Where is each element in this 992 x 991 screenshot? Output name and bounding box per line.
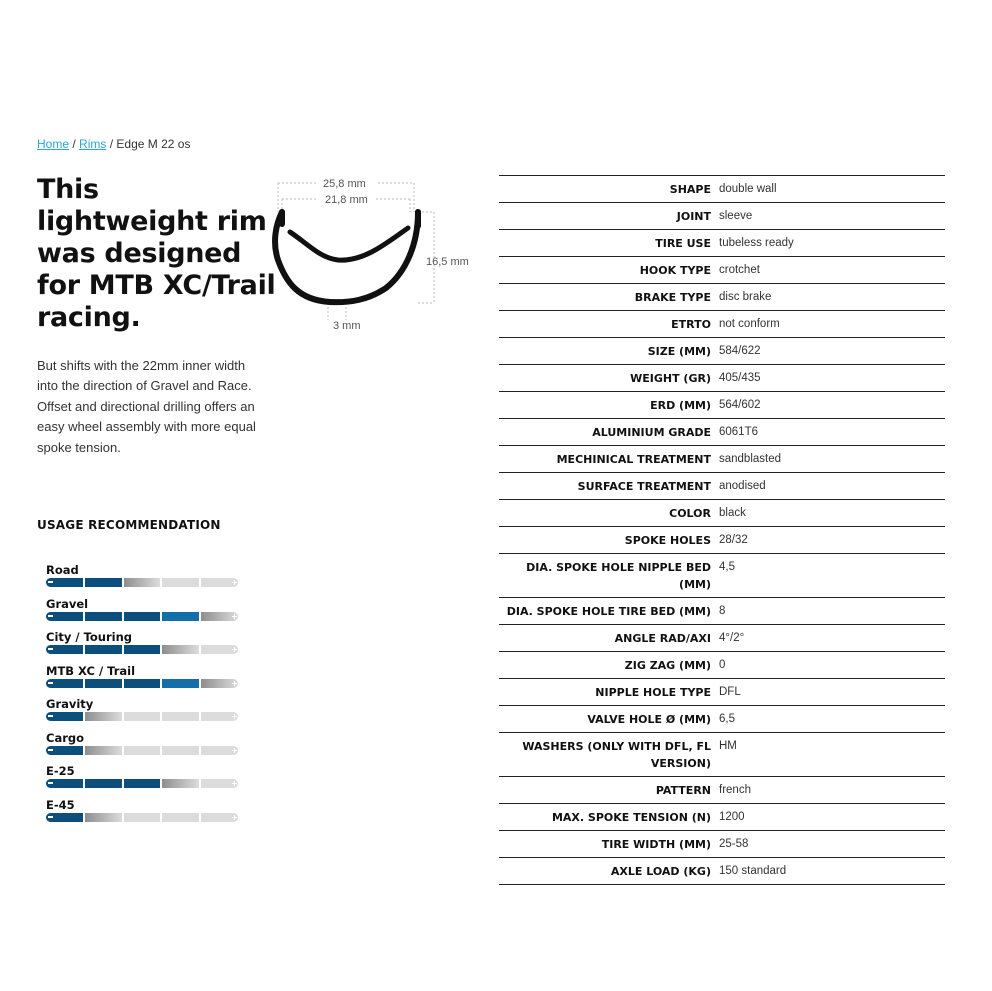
spec-value: 405/435 (719, 372, 761, 384)
plus-icon (234, 714, 235, 719)
spec-value: 8 (719, 605, 726, 617)
usage-level-segment (85, 679, 122, 688)
spec-value: 25-58 (719, 838, 749, 850)
minus-icon (48, 615, 53, 617)
spec-key: TIRE USE (655, 237, 711, 250)
spec-value: sleeve (719, 210, 753, 222)
breadcrumb-separator: / (72, 137, 76, 151)
spec-value: 150 standard (719, 865, 787, 877)
rim-description: But shifts with the 22mm inner width into the direction of Gravel and Race. Offset and directional drilling offers an easy wheel assembly with more equal spoke tension. (37, 358, 256, 455)
usage-label: Cargo (46, 730, 85, 745)
spec-key: WASHERS (ONLY WITH DFL, FL VERSION) (522, 740, 711, 770)
plus-icon (234, 647, 235, 652)
usage-level-segment (124, 578, 161, 587)
spec-row (499, 419, 945, 446)
usage-item (46, 597, 240, 631)
usage-item (46, 697, 240, 731)
spec-key: HOOK TYPE (639, 264, 711, 277)
usage-label: Gravity (46, 697, 94, 711)
page-title: This lightweight rim was designed for MTB XC/Trail racing. (37, 174, 276, 333)
usage-level-bar (46, 712, 240, 721)
usage-level-bar (46, 679, 240, 688)
spec-row (499, 733, 945, 777)
spec-key: WEIGHT (GR) (630, 372, 711, 385)
spec-row (499, 500, 945, 527)
spec-row (499, 652, 945, 679)
usage-label: City / Touring (46, 630, 133, 644)
spec-row (499, 284, 945, 311)
spec-value: anodised (719, 480, 766, 492)
spec-row (499, 706, 945, 733)
usage-level-segment (85, 746, 122, 755)
spec-value: 6,5 (719, 713, 735, 725)
minus-icon (48, 581, 53, 583)
spec-value: HM (719, 740, 737, 752)
minus-icon (48, 816, 53, 818)
spec-value: 564/602 (719, 399, 761, 411)
usage-level-segment (162, 779, 199, 788)
minus-icon (48, 749, 53, 751)
spec-row (499, 598, 945, 625)
usage-level-segment (85, 612, 122, 621)
usage-level-segment (124, 612, 161, 621)
spec-row (499, 338, 945, 365)
usage-level-segment (162, 746, 199, 755)
spec-key: COLOR (669, 507, 711, 520)
spec-value: black (719, 507, 746, 519)
usage-level-bar (46, 645, 240, 654)
offset-label: 3 mm (333, 320, 361, 332)
usage-label: Gravel (46, 596, 89, 611)
spec-row (499, 392, 945, 419)
spec-key: MAX. SPOKE TENSION (N) (551, 811, 711, 824)
usage-level-segment (124, 645, 161, 654)
spec-row (499, 311, 945, 338)
usage-level-segment (85, 779, 122, 788)
spec-value: tubeless ready (719, 237, 794, 249)
usage-item (46, 563, 240, 597)
usage-level-segment (162, 645, 199, 654)
outer-width-label: 25,8 mm (323, 178, 366, 190)
spec-row (499, 230, 945, 257)
spec-row (499, 858, 945, 885)
minus-icon (48, 715, 53, 717)
usage-label: Road (46, 563, 79, 577)
plus-icon (234, 580, 235, 585)
spec-key: ERD (MM) (650, 399, 711, 412)
spec-row (499, 527, 945, 554)
usage-level-segment (124, 813, 161, 822)
plus-icon (234, 781, 235, 786)
spec-key: JOINT (676, 210, 711, 223)
usage-level-segment (124, 746, 161, 755)
spec-key: SIZE (MM) (647, 345, 711, 358)
minus-icon (48, 782, 53, 784)
breadcrumb (37, 137, 190, 151)
spec-row (499, 777, 945, 804)
usage-level-segment (162, 612, 199, 621)
usage-level-segment (85, 645, 122, 654)
usage-level-segment (124, 779, 161, 788)
spec-key: AXLE LOAD (KG) (610, 865, 711, 878)
spec-row (499, 446, 945, 473)
spec-key: SPOKE HOLES (624, 534, 711, 547)
spec-row (499, 176, 945, 203)
breadcrumb-current: Edge M 22 os (116, 137, 191, 151)
spec-key: ANGLE RAD/AXI (614, 632, 711, 645)
usage-level-bar (46, 612, 240, 621)
plus-icon (234, 681, 235, 686)
spec-key: ZIG ZAG (MM) (624, 659, 711, 672)
spec-value: not conform (719, 318, 780, 330)
spec-value: double wall (719, 183, 777, 195)
breadcrumb-separator: / (109, 137, 114, 151)
usage-level-segment (85, 813, 122, 822)
usage-label: E-25 (46, 764, 75, 778)
spec-value: disc brake (719, 291, 772, 303)
usage-level-segment (85, 578, 122, 587)
spec-row (499, 679, 945, 706)
spec-row (499, 257, 945, 284)
spec-key: SURFACE TREATMENT (577, 480, 711, 493)
spec-key: ALUMINIUM GRADE (592, 426, 711, 439)
usage-label: E-45 (46, 797, 75, 812)
spec-row (499, 365, 945, 392)
plus-icon (234, 815, 235, 820)
breadcrumb-home-link[interactable]: Home (37, 137, 70, 151)
spec-value: crotchet (719, 264, 760, 276)
spec-value: 4°/2° (719, 632, 745, 644)
usage-label: MTB XC / Trail (46, 663, 136, 678)
spec-value: 584/622 (719, 345, 761, 357)
spec-key: BRAKE TYPE (634, 291, 711, 304)
usage-level-segment (124, 712, 161, 721)
spec-value: 6061T6 (719, 426, 759, 438)
height-label: 16,5 mm (426, 256, 469, 268)
spec-table (499, 175, 945, 885)
spec-key: ETRTO (671, 318, 711, 331)
usage-item (46, 630, 240, 664)
spec-row (499, 831, 945, 858)
usage-level-bar (46, 779, 240, 788)
spec-row (499, 203, 945, 230)
usage-level-bar (46, 578, 240, 587)
usage-level-segment (162, 578, 199, 587)
spec-key: DIA. SPOKE HOLE TIRE BED (MM) (506, 605, 711, 618)
usage-level-bar (46, 746, 240, 755)
minus-icon (48, 648, 53, 650)
spec-row (499, 554, 945, 598)
spec-value: 1200 (719, 811, 745, 823)
spec-value: 0 (719, 659, 726, 671)
spec-row (499, 625, 945, 652)
usage-item (46, 798, 240, 832)
spec-value: 4,5 (719, 561, 735, 573)
usage-recommendation-title: USAGE RECOMMENDATION (37, 518, 221, 532)
usage-item (46, 731, 240, 765)
usage-level-segment (124, 679, 161, 688)
spec-key: SHAPE (669, 183, 711, 196)
spec-row (499, 804, 945, 831)
plus-icon (234, 748, 235, 753)
usage-level-bar (46, 813, 240, 822)
spec-key: VALVE HOLE Ø (MM) (587, 713, 711, 726)
minus-icon (48, 682, 53, 684)
inner-width-label: 21,8 mm (325, 194, 368, 206)
spec-value: sandblasted (719, 453, 782, 465)
usage-level-segment (85, 712, 122, 721)
usage-level-segment (162, 679, 199, 688)
spec-row (499, 473, 945, 500)
usage-item (46, 664, 240, 698)
breadcrumb-rims-link[interactable]: Rims (79, 137, 107, 151)
plus-icon (234, 614, 235, 619)
spec-value: DFL (719, 686, 741, 698)
spec-key: MECHINICAL TREATMENT (556, 453, 711, 466)
rim-profile-diagram (268, 172, 483, 337)
usage-item (46, 764, 240, 798)
usage-level-segment (162, 712, 199, 721)
spec-value: french (719, 784, 751, 796)
spec-key: DIA. SPOKE HOLE NIPPLE BED (MM) (526, 561, 711, 591)
spec-key: PATTERN (655, 784, 711, 797)
spec-value: 28/32 (719, 534, 748, 546)
spec-key: NIPPLE HOLE TYPE (595, 686, 711, 699)
usage-recommendation-list (46, 563, 240, 831)
spec-key: TIRE WIDTH (MM) (601, 838, 711, 851)
usage-level-segment (162, 813, 199, 822)
